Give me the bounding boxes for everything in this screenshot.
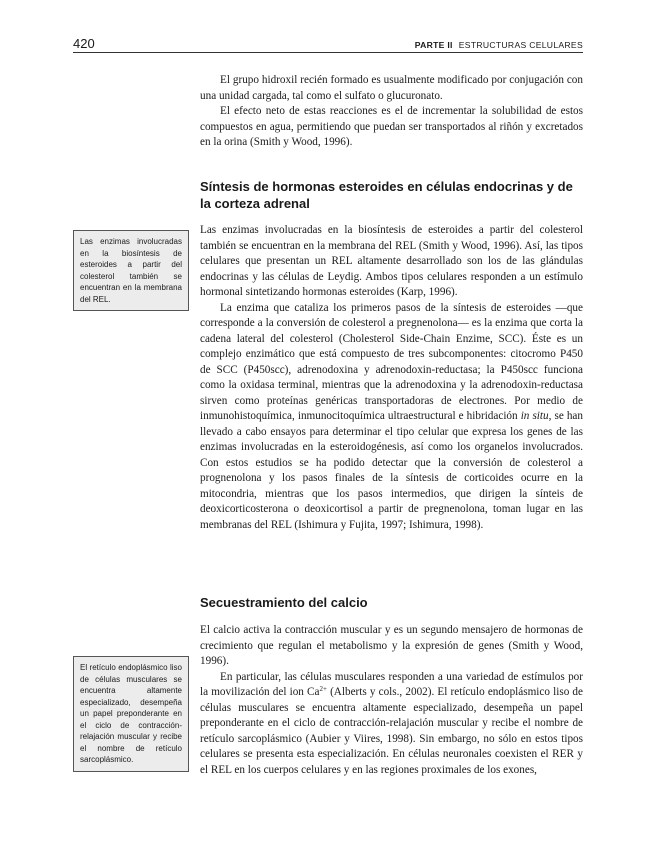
- intro-paragraph-1: El grupo hidroxil recién formado es usualmente modificado por conjugación con una unidad cargada, tal como el sulfato o glucuronato.: [200, 74, 583, 102]
- section-heading-calcium: Secuestramiento del calcio: [200, 595, 368, 610]
- sidebar-note-calcium: El retículo endoplásmico liso de células musculares se encuentra altamente especializado, desempeña un papel preponderante en el ciclo de contracción-relajación muscular y recibe el nombre de retículo sarcoplásmico.: [73, 656, 189, 772]
- page-number: 420: [73, 36, 95, 51]
- superscript-charge: 2+: [319, 685, 327, 693]
- running-header: [415, 40, 583, 50]
- calcium-text: [200, 623, 583, 778]
- steroids-paragraph-2: La enzima que cataliza los primeros pasos de la síntesis de esteroides —que corresponde a la conversión de colesterol a pregnenolona— es la enzima que corta la cadena lateral del colesterol (Cholesterol Side-Chain Enzime, SCC). Éste es un complejo enzimático que está compuesto de tres subcomponentes: citocromo P450 de SCC (P450scc), adrenodoxina y adrenodoxin-reductasa; la P450scc funciona como la oxidasa terminal, mientras que la adrenodoxina y la adrenodoxin-reductasa sirven como proteínas genéricas transportadoras de electrones. Por medio de inmunohistoquímica, inmunocitoquímica ultraestructural e hibridación in situ, se han llevado a cabo ensayos para determinar el tipo celular que expresa los genes de las enzimas involucradas en la esteroidogénesis, así como los organelos involucrados. Con estos estudios se ha podido detectar que la conversión de colesterol a prognenolona y los pasos finales de la síntesis de corticoides ocurre en la mitocondria, mientras que los pasos intermedios, que dirigen la sínteis de deoxicorticosterona o deoxicortisol a partir de pregnenolona, toman lugar en las membranas del REL (Ishimura y Fujita, 1997; Ishimura, 1998).: [200, 301, 583, 531]
- italic-in-situ: in situ: [520, 410, 549, 422]
- calcium-paragraph-2: En particular, las células musculares responden a una variedad de estímulos por la movilización del ion $Ca^{2+}$ (Alberts y cols., 2002). El retículo endoplásmico liso de células musculares se encuentra altamente especializado, desempeña un papel preponderante en el ciclo de contracción-relajación muscular y recibe el nombre de retículo sarcoplásmico (Aubier y Viires, 1998). Sin embargo, no sólo en estos tipos celulares se presenta esta especialización. En células neuronales coexisten el RER y el REL en los cuerpos celulares y en las regiones proximales de los exones,: [200, 670, 583, 776]
- intro-paragraph-2: El efecto neto de estas reacciones es el de incrementar la solubilidad de estos compuestos en agua, permitiendo que puedan ser transportados al riñón y excretados en la orina (Smith y Wood, 1996).: [200, 105, 583, 148]
- sidebar-note-steroids: Las enzimas involucradas en la biosíntesis de esteroides a partir del colesterol también se encuentran en la membrana del REL.: [73, 230, 189, 311]
- calcium-paragraph-1: El calcio activa la contracción muscular y es un segundo mensajero de hormonas de crecimiento que regulan el metabolismo y la expresión de genes (Smith y Wood, 1996).: [200, 624, 583, 667]
- header-rule: [73, 52, 583, 53]
- steroids-paragraph-1: Las enzimas involucradas en la biosíntesis de esteroides a partir del colesterol también se encuentran en la membrana del REL (Smith y Wood, 1996). Así, las tipos celulares que presentan un REL altamente desarrollado son los de las glándulas endocrinas y las células de Leydig. Ambos tipos celulares responden a un estímulo hormonal sintetizando hormonas esteroides (Karp, 1996).: [200, 224, 583, 298]
- section-heading-steroids: Síntesis de hormonas esteroides en células endocrinas y de la corteza adrenal: [200, 179, 573, 211]
- part-title: ESTRUCTURAS CELULARES: [458, 40, 583, 50]
- intro-text: [200, 73, 583, 151]
- part-label: PARTE II: [414, 40, 453, 50]
- steroids-text: [200, 223, 583, 533]
